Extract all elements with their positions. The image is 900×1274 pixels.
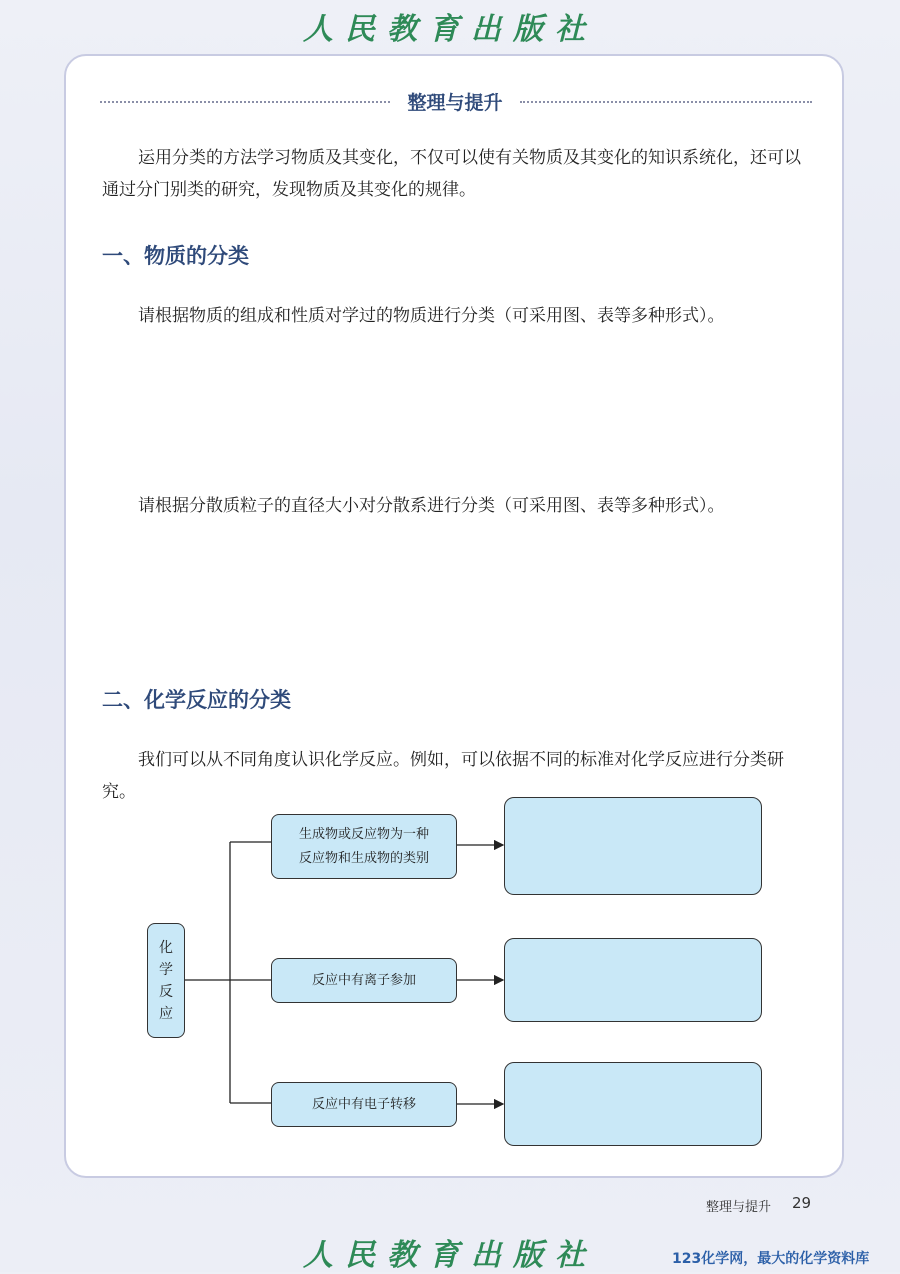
criterion-1-line-2: 反应物和生成物的类别 [298, 850, 429, 866]
section-title: 整理与提升 [407, 92, 503, 114]
part2-paragraph: 我们可以从不同角度认识化学反应。例如，可以依据不同的标准对化学反应进行分类研究。 [102, 750, 784, 802]
answer-box-2[interactable] [504, 938, 762, 1022]
root-char: 化 [159, 939, 173, 956]
part1-prompt-2: 请根据分散质粒子的直径大小对分散系进行分类（可采用图、表等多种形式）。 [138, 496, 725, 516]
answer-box-3[interactable] [504, 1062, 762, 1146]
part1-prompt-1: 请根据物质的组成和性质对学过的物质进行分类（可采用图、表等多种形式）。 [138, 306, 725, 326]
footer-section-label: 整理与提升 [706, 1200, 772, 1215]
watermark-text: 123化学网，最大的化学资料库 [672, 1251, 870, 1267]
criterion-box-3 [271, 1082, 457, 1127]
criterion-box-1 [271, 814, 457, 879]
page-number: 29 [792, 1194, 812, 1212]
part1-heading: 一、物质的分类 [102, 244, 249, 268]
publisher-logo-bottom: 人民教育出版社 [303, 1238, 597, 1273]
criterion-2-label: 反应中有离子参加 [311, 972, 416, 988]
publisher-logo-top: 人民教育出版社 [303, 12, 597, 47]
criterion-3-label: 反应中有电子转移 [311, 1096, 416, 1112]
part2-heading: 二、化学反应的分类 [102, 688, 291, 712]
intro-paragraph: 运用分类的方法学习物质及其变化，不仅可以使有关物质及其变化的知识系统化，还可以通过分门别类的研究，发现物质及其变化的规律。 [102, 148, 801, 200]
root-char: 反 [159, 983, 173, 1000]
criterion-box-2 [271, 958, 457, 1003]
criterion-1-line-1: 生成物或反应物为一种 [298, 826, 429, 842]
answer-box-1[interactable] [504, 797, 762, 895]
root-char: 学 [159, 961, 173, 978]
root-char: 应 [159, 1005, 173, 1022]
root-box-chemical-reaction [147, 923, 185, 1038]
